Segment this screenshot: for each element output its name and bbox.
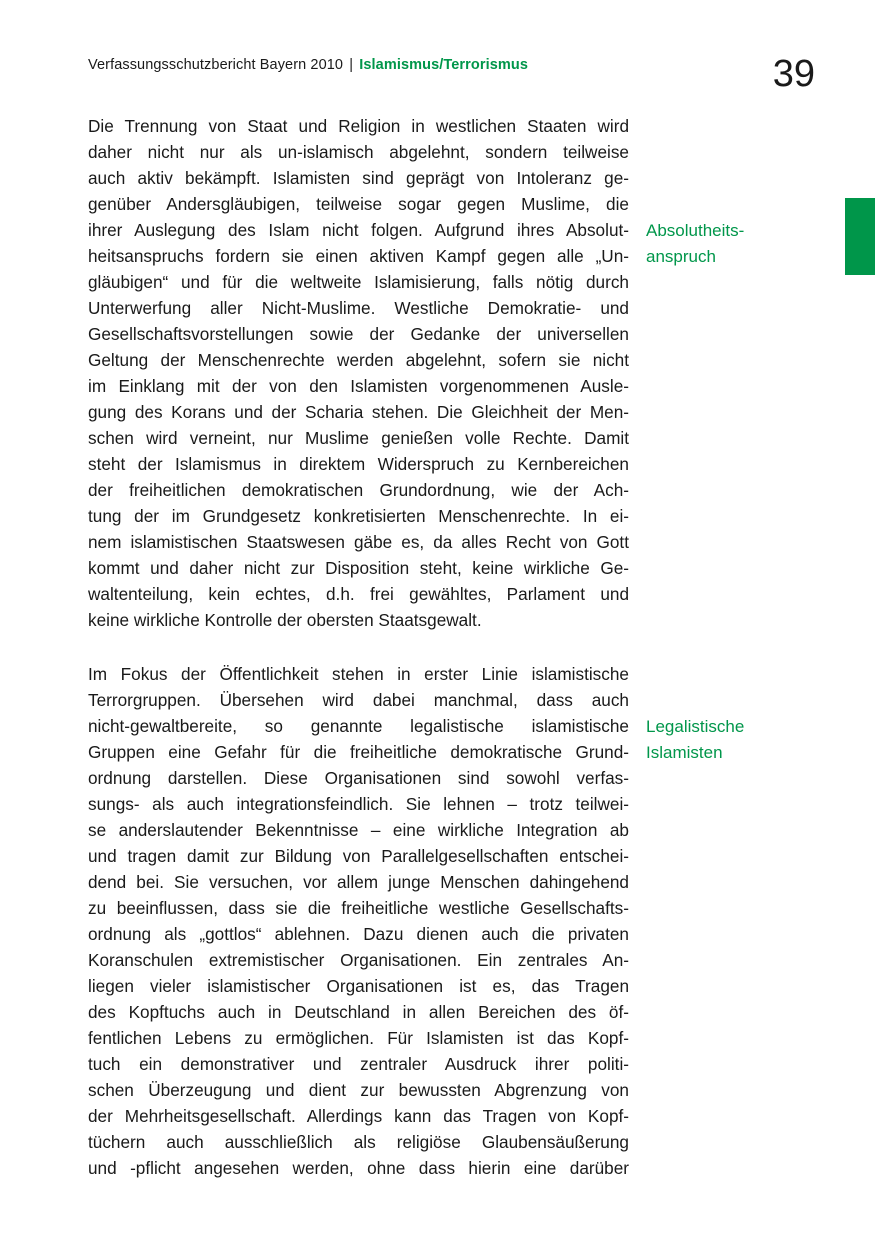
margin-note-line: anspruch: [646, 247, 716, 266]
text-line: Geltung der Menschenrechte werden abgelehnt, sofern sie nicht: [88, 350, 629, 370]
text-line: Unterwerfung aller Nicht-Muslime. Westliche Demokratie- und: [88, 298, 629, 318]
text-line: zu beeinflussen, dass sie die freiheitliche westliche Gesellschafts-: [88, 898, 629, 918]
text-line: tüchern auch ausschließlich als religiöse Glaubensäußerung: [88, 1132, 629, 1152]
margin-note-line: Legalistische: [646, 717, 745, 736]
text-line: ordnung darstellen. Diese Organisationen sind sowohl verfas-: [88, 768, 629, 788]
text-line: und -pflicht angesehen werden, ohne dass hierin eine darüber: [88, 1158, 629, 1178]
text-line: daher nicht nur als un-islamisch abgelehnt, sondern teilweise: [88, 142, 629, 162]
chapter-tab-marker: [845, 198, 875, 275]
text-line: der freiheitlichen demokratischen Grundordnung, wie der Ach-: [88, 480, 629, 500]
text-line: Gruppen eine Gefahr für die freiheitliche demokratische Grund-: [88, 742, 629, 762]
body-paragraph-1: [88, 113, 629, 633]
publication-title: Verfassungsschutzbericht Bayern 2010: [88, 57, 344, 73]
text-line: kommt und daher nicht zur Disposition steht, keine wirkliche Ge-: [88, 558, 629, 578]
text-line: der Mehrheitsgesellschaft. Allerdings kann das Tragen von Kopf-: [88, 1106, 629, 1126]
text-line: liegen vieler islamistischer Organisationen ist es, das Tragen: [88, 976, 629, 996]
text-line: se anderslautender Bekenntnisse – eine wirkliche Integration ab: [88, 820, 629, 840]
text-line: sungs- als auch integrationsfeindlich. Sie lehnen – trotz teilwei-: [88, 794, 629, 814]
text-line: nicht-gewaltbereite, so genannte legalistische islamistische: [88, 716, 629, 736]
text-line: nem islamistischen Staatswesen gäbe es, da alles Recht von Gott: [88, 532, 629, 552]
text-line: ihrer Auslegung des Islam nicht folgen. Aufgrund ihres Absolut-: [88, 220, 629, 240]
text-line: ordnung als „gottlos“ ablehnen. Dazu dienen auch die privaten: [88, 924, 629, 944]
text-line: Terrorgruppen. Übersehen wird dabei manchmal, dass auch: [88, 690, 629, 710]
text-line: keine wirkliche Kontrolle der obersten Staatsgewalt.: [88, 610, 482, 630]
text-line: tung der im Grundgesetz konkretisierten Menschenrechte. In ei-: [88, 506, 629, 526]
body-paragraph-2: [88, 661, 629, 1181]
text-line: Die Trennung von Staat und Religion in westlichen Staaten wird: [88, 116, 629, 136]
text-line: Gesellschaftsvorstellungen sowie der Gedanke der universellen: [88, 324, 629, 344]
margin-note-1: [646, 218, 846, 270]
text-line: auch aktiv bekämpft. Islamisten sind geprägt von Intoleranz ge-: [88, 168, 629, 188]
text-line: des Kopftuchs auch in Deutschland in allen Bereichen des öf-: [88, 1002, 629, 1022]
text-line: schen wird verneint, nur Muslime genießen volle Rechte. Damit: [88, 428, 629, 448]
text-line: gläubigen“ und für die weltweite Islamisierung, falls nötig durch: [88, 272, 629, 292]
page-number: 39: [772, 53, 815, 95]
margin-note-2: [646, 714, 846, 766]
header-separator: |: [349, 57, 354, 73]
margin-note-line: Absolutheits-: [646, 221, 745, 240]
text-line: genüber Andersgläubigen, teilweise sogar gegen Muslime, die: [88, 194, 629, 214]
section-title: Islamismus/Terrorismus: [359, 57, 529, 73]
text-line: Im Fokus der Öffentlichkeit stehen in erster Linie islamistische: [88, 664, 629, 684]
text-line: schen Überzeugung und dient zur bewussten Abgrenzung von: [88, 1080, 629, 1100]
text-line: heitsanspruchs fordern sie einen aktiven Kampf gegen alle „Un-: [88, 246, 629, 266]
text-line: steht der Islamismus in direktem Widerspruch zu Kernbereichen: [88, 454, 629, 474]
text-line: fentlichen Lebens zu ermöglichen. Für Islamisten ist das Kopf-: [88, 1028, 629, 1048]
text-line: dend bei. Sie versuchen, vor allem junge Menschen dahingehend: [88, 872, 629, 892]
running-header: [88, 57, 528, 73]
text-line: tuch ein demonstrativer und zentraler Ausdruck ihrer politi-: [88, 1054, 629, 1074]
margin-note-line: Islamisten: [646, 743, 723, 762]
text-line: im Einklang mit der von den Islamisten vorgenommenen Ausle-: [88, 376, 629, 396]
text-line: und tragen damit zur Bildung von Parallelgesellschaften entschei-: [88, 846, 629, 866]
text-line: gung des Korans und der Scharia stehen. Die Gleichheit der Men-: [88, 402, 629, 422]
text-line: Koranschulen extremistischer Organisationen. Ein zentrales An-: [88, 950, 629, 970]
text-line: waltenteilung, kein echtes, d.h. frei gewähltes, Parlament und: [88, 584, 629, 604]
